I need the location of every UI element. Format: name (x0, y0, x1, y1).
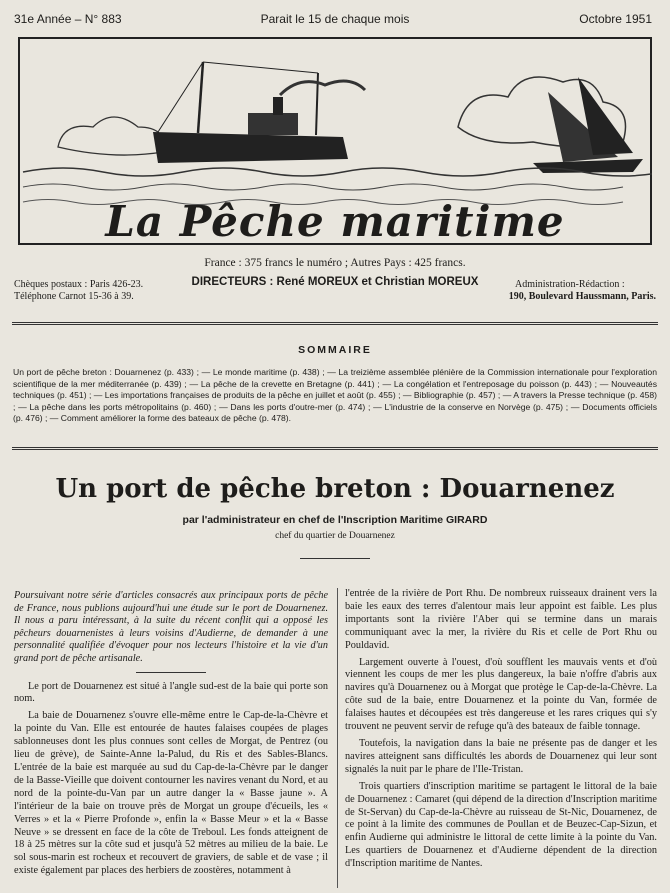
article-title: Un port de pêche breton : Douarnenez (55, 474, 615, 504)
right-column (345, 588, 657, 875)
divider (12, 447, 658, 450)
issue-number: 31e Année – N° 883 (14, 12, 122, 26)
paragraph: Largement ouverte à l'ouest, d'où soufflent les mauvais vents et d'où viennent les coups de mer les plus dangereux, la baie n'offre d'abris aux navires qu'à Douarnenez ou à Morgat que protège le Cap-de-la-Chèvre. La côte sud de la baie, entre Douarnenez et la pointe du Van, formée de falaises hautes et découpées est très dangereuse et les rares criques qui s'y trouvent ne peuvent servir de refuge qu'à des bateaux de faible tonnage. (345, 656, 657, 733)
price-line: France : 375 francs le numéro ; Autres Pays : 425 francs. (204, 257, 466, 269)
article-byline: par l'administrateur en chef de l'Inscription Maritime GIRARD (182, 514, 488, 526)
divider (300, 558, 370, 559)
column-divider (337, 588, 338, 888)
article-byline-role: chef du quartier de Douarnenez (275, 531, 395, 541)
postal-cheques: Chèques postaux : Paris 426-23. (14, 279, 144, 290)
divider (12, 322, 658, 325)
frequency: Parait le 15 de chaque mois (260, 12, 410, 26)
paragraph: La baie de Douarnenez s'ouvre elle-même entre le Cap-de-la-Chèvre et la pointe du Van. Elle est entourée de hautes falaises coupées de plages sablonneuses dont les plus connues sont celles de Morgat, de Pentrez (ou lieu de grève), de Sainte-Anne la-Palud, du Ris et des Sables-Blancs. L'entrée de la baie est marquée au sud du Cap-de-la-Chèvre par le danger de la Basse-Vieille que doivent contourner les navires venant du Nord, et au nord de la pointe-du-Van par un autre danger la « Basse jaune ». A l'intérieur de la baie on trouve près de Morgat un groupe d'écueils, les « Verres » et la « Pierre Profonde », enfin la « Basse Meur » et la « Basse Neuve » se dressent en face de la côte de Treboul. Les fonds atteignent de 18 à 25 mètres sur la côte sud et jusqu'à 52 mètres au milieu de la baie. Le sol sous-marin est rocheux et recouvert de graviers, de sable et de vase ; il existe également par places des herbiers de zoostères, notamment à (14, 710, 328, 877)
masthead-title: La Pêche maritime (105, 197, 565, 246)
article-intro: Poursuivant notre série d'articles consacrés aux principaux ports de pêche de France, nous publions aujourd'hui une étude sur le port de Douarnenez. Il nous a paru intéressant, à la suite du récent conflit qui a opposé les pêcheurs douarnenistes à leurs voisins d'Audierne, de demander à une personnalité qualifiée d'évoquer pour nos lecteurs l'histoire et la vie d'un grand port de pêche artisanale. (14, 590, 328, 664)
divider (136, 672, 206, 673)
address: 190, Boulevard Haussmann, Paris. (508, 291, 656, 302)
telephone: Téléphone Carnot 15-36 à 39. (14, 291, 134, 302)
admin-label: Administration-Rédaction : (515, 279, 625, 290)
issue-date: Octobre 1951 (579, 12, 652, 26)
paragraph: Toutefois, la navigation dans la baie ne présente pas de danger et les navires atteignent sans difficultés les abords de Douarnenez qui leur sont signalés la nuit par le phare de l'Ile-Tristan. (345, 737, 657, 775)
paragraph: l'entrée de la rivière de Port Rhu. De nombreux ruisseaux drainent vers la baie les eaux des terres d'alentour mais leur appoint est faible. Les plus importants sont la rivière l'Aber qui se termine dans un marais communiquant avec la mer, la rivière du Ris et celle de Port Rhu ou Pouldavid. (345, 588, 657, 651)
left-column (14, 590, 328, 882)
paragraph: Trois quartiers d'inscription maritime se partagent le littoral de la baie de Douarnenez : Camaret (qui dépend de la direction d'Inscription maritime de St-Servan) du Cap-de-la-Chèvre au ruisseau de St-Nic, Douarnenez, de ce point à la limite des communes de Poullan et de Beuzec-Cap-Sizun, et enfin Audierne qui administre le littoral de cette limite à la pointe du Van. Les quartiers de Douarnenez et d'Audierne dépendent de la direction d'Inscription maritime de Nantes. (345, 780, 657, 870)
directors-line: DIRECTEURS : René MOREUX et Christian MOREUX (191, 276, 479, 288)
sommaire-text: Un port de pêche breton : Douarnenez (p. 433) ; — Le monde maritime (p. 438) ; — La treizième assemblée plénière de la Commission internationale pour l'exploration scientifique de la mer méditerranée (p. 439) ; — La pêche de la crevette en Bretagne (p. 441) ; — La congélation et l'entreposage du poisson (p. 443) ; — Nouveautés techniques (p. 451) ; — Les importations françaises de produits de la pêche en juillet et août (p. 455) ; — Bibliographie (p. 457) ; — A travers la Presse technique (p. 458) ; — La pêche dans les ports métropolitains (p. 460) ; — Dans les ports d'outre-mer (p. 474) ; — L'industrie de la conserve en Norvège (p. 475) ; — Documents officiels (p. 476) ; — Comment améliorer la forme des bateaux de pêche (p. 478). (13, 367, 657, 423)
paragraph: Le port de Douarnenez est situé à l'angle sud-est de la baie qui porte son nom. (14, 680, 328, 705)
sommaire-title: SOMMAIRE (298, 344, 372, 356)
